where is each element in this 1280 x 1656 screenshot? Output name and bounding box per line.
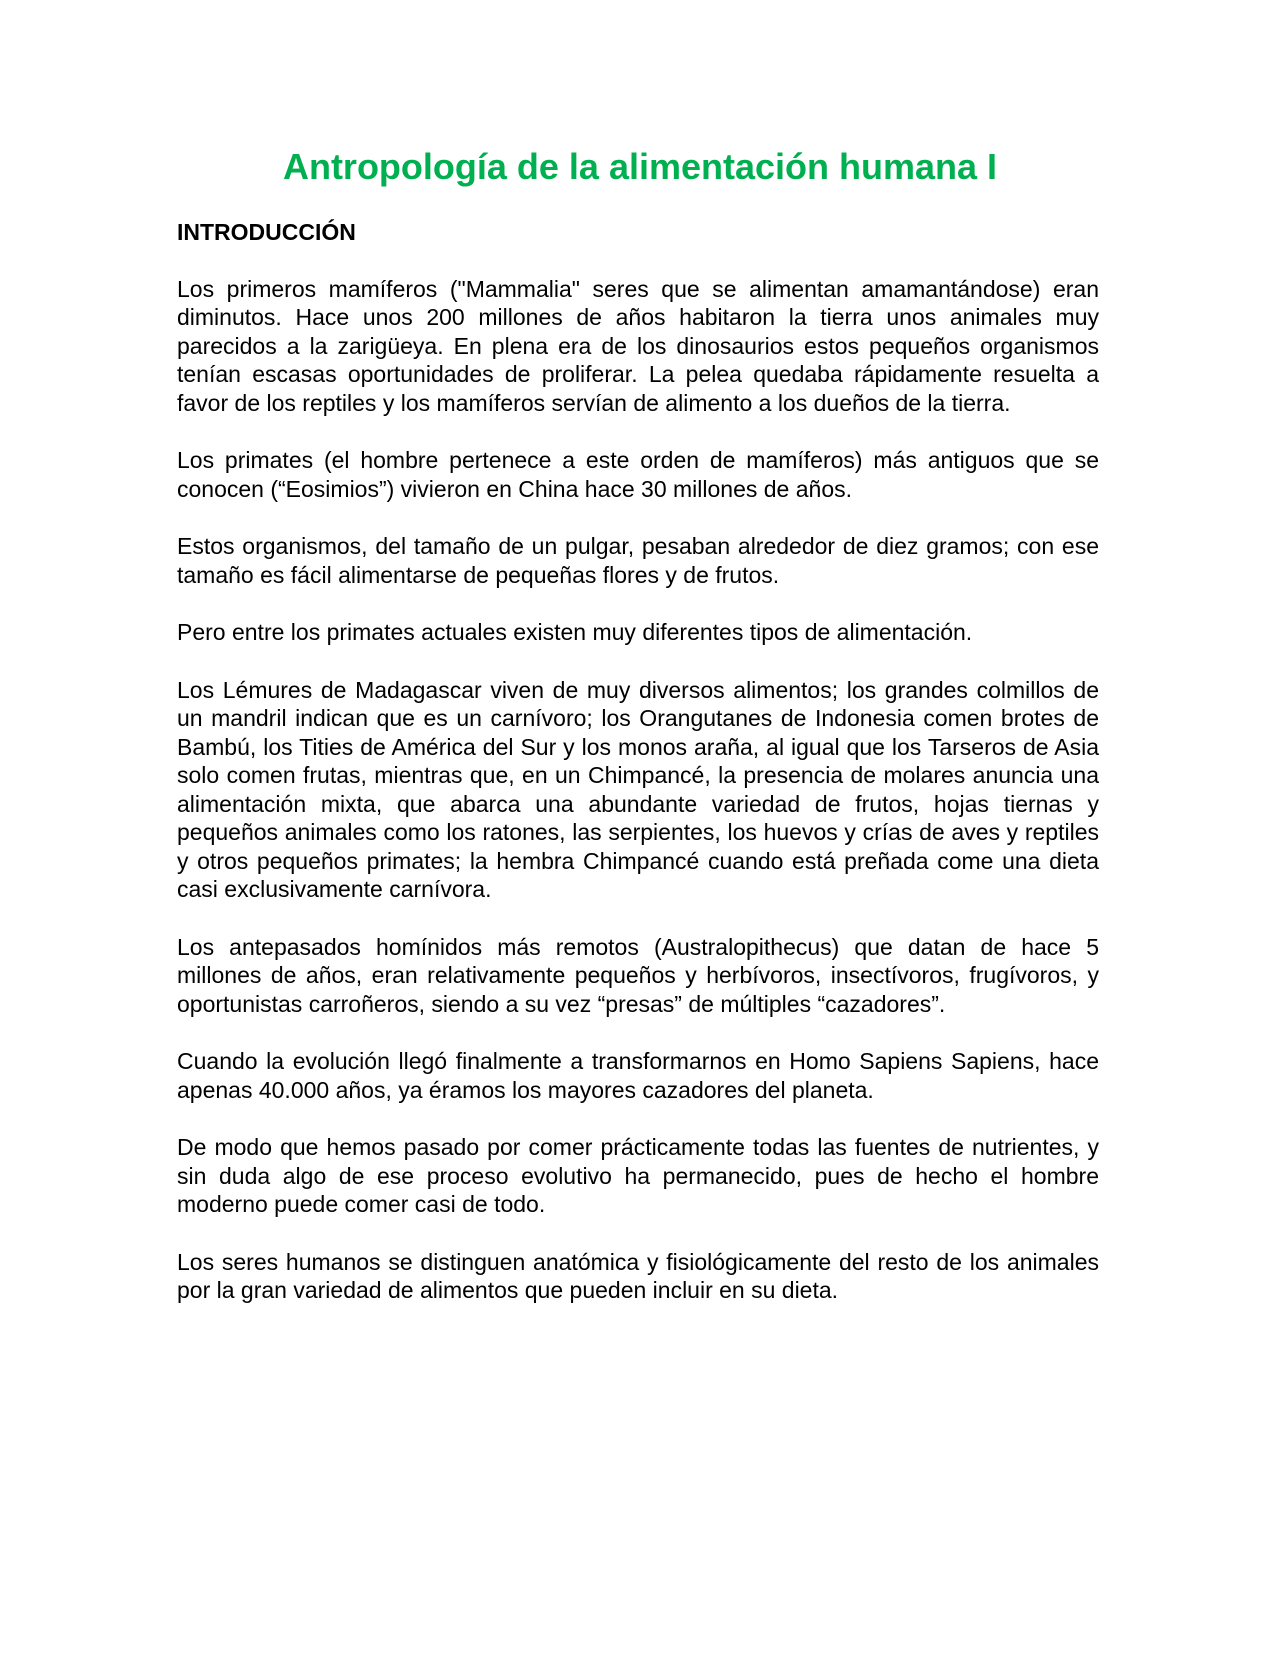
paragraph-1: Los primeros mamíferos ("Mammalia" seres que se alimentan amamantándose) eran diminutos. Hace unos 200 millones de años habitaron la tierra unos animales muy parecidos a la zarigüeya. En plena era de los dinosaurios estos pequeños organismos tenían escasas oportunidades de proliferar. La pelea quedaba rápidamente resuelta a favor de los reptiles y los mamíferos servían de alimento a los dueños de la tierra. <box>177 275 1099 416</box>
paragraph-6: Los antepasados homínidos más remotos (Australopithecus) que datan de hace 5 millones de años, eran relativamente pequeños y herbívoros, insectívoros, frugívoros, y oportunistas carroñeros, siendo a su vez “presas” de múltiples “cazadores”. <box>177 933 1099 1017</box>
document-title: Antropología de la alimentación humana I <box>282 146 998 187</box>
paragraph-3: Estos organismos, del tamaño de un pulgar, pesaban alrededor de diez gramos; con ese tamaño es fácil alimentarse de pequeñas flores y de frutos. <box>177 533 1099 588</box>
document-body <box>177 218 1099 1334</box>
paragraph-5: Los Lémures de Madagascar viven de muy diversos alimentos; los grandes colmillos de un mandril indican que es un carnívoro; los Orangutanes de Indonesia comen brotes de Bambú, los Tities de América del Sur y los monos araña, al igual que los Tarseros de Asia solo comen frutas, mientras que, en un Chimpancé, la presencia de molares anuncia una alimentación mixta, que abarca una abundante variedad de frutos, hojas tiernas y pequeños animales como los ratones, las serpientes, los huevos y crías de aves y reptiles y otros pequeños primates; la hembra Chimpancé cuando está preñada come una dieta casi exclusivamente carnívora. <box>177 676 1099 902</box>
paragraph-7: Cuando la evolución llegó finalmente a transformarnos en Homo Sapiens Sapiens, hace apenas 40.000 años, ya éramos los mayores cazadores del planeta. <box>177 1048 1099 1103</box>
paragraph-9: Los seres humanos se distinguen anatómica y fisiológicamente del resto de los animales por la gran variedad de alimentos que pueden incluir en su dieta. <box>177 1248 1099 1303</box>
paragraph-8: De modo que hemos pasado por comer prácticamente todas las fuentes de nutrientes, y sin duda algo de ese proceso evolutivo ha permanecido, pues de hecho el hombre moderno puede comer casi de todo. <box>177 1134 1099 1217</box>
paragraph-4: Pero entre los primates actuales existen muy diferentes tipos de alimentación. <box>177 619 973 645</box>
paragraph-2: Los primates (el hombre pertenece a este orden de mamíferos) más antiguos que se conocen (“Eosimios”) vivieron en China hace 30 millones de años. <box>177 447 1099 502</box>
section-heading: INTRODUCCIÓN <box>177 219 356 245</box>
